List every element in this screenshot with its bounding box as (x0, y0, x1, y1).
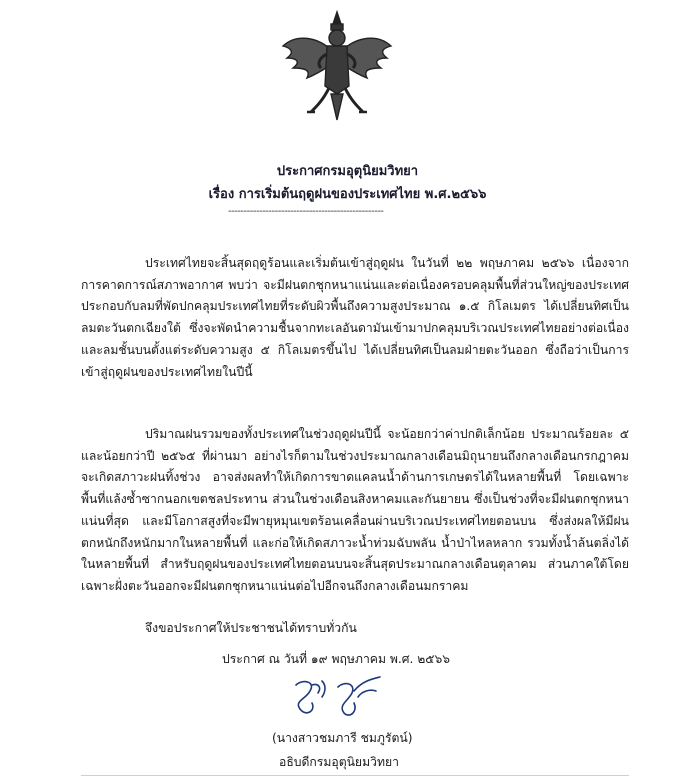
signer-position: อธิบดีกรมอุตุนิยมวิทยา (279, 755, 399, 769)
garuda-emblem-icon (277, 8, 397, 126)
bottom-divider (81, 775, 629, 776)
announcement-subject: เรื่อง การเริ่มต้นฤดูฝนของประเทศไทย พ.ศ.๒๕๖๖ (208, 187, 487, 202)
closing-statement: จึงขอประกาศให้ประชาชนได้ทราบทั่วกัน (145, 621, 357, 635)
body-paragraph-1: ประเทศไทยจะสิ้นสุดฤดูร้อนและเริ่มต้นเข้าสู่ฤดูฝน ในวันที่ ๒๒ พฤษภาคม ๒๕๖๖ เนื่องจากการคาดการณ์สภาพอากาศ พบว่า จะมีฝนตกชุกหนาแน่นและต่อเนื่องครอบคลุมพื้นที่ส่วนใหญ่ของประเทศ ประกอบกับลมที่พัดปกคลุมประเทศไทยที่ระดับผิวพื้นถึงความสูงประมาณ ๑.๕ กิโลเมตร ได้เปลี่ยนทิศเป็นลมตะวันตกเฉียงใต้ ซึ่งจะพัดนำความชื้นจากทะเลอันดามันเข้ามาปกคลุมบริเวณประเทศไทยอย่างต่อเนื่อง และลมชั้นบนตั้งแต่ระดับความสูง ๕ กิโลเมตรขึ้นไป ได้เปลี่ยนทิศเป็นลมฝ่ายตะวันออก ซึ่งถือว่าเป็นการเข้าสู่ฤดูฝนของประเทศไทยในปีนี้ (81, 256, 629, 379)
body-paragraph-2: ปริมาณฝนรวมของทั้งประเทศในช่วงฤดูฝนปีนี้ จะน้อยกว่าค่าปกติเล็กน้อย ประมาณร้อยละ ๕ และน้อยกว่าปี ๒๕๖๕ ที่ผ่านมา อย่างไรก็ตามในช่วงประมาณกลางเดือนมิถุนายนถึงกลางเดือนกรกฎาคม จะเกิดสภาวะฝนทิ้งช่วง อาจส่งผลทำให้เกิดการขาดแคลนน้ำด้านการเกษตรได้ในหลายพื้นที่ โดยเฉพาะพื้นที่แล้งซ้ำซากนอกเขตชลประทาน ส่วนในช่วงเดือนสิงหาคมและกันยายน ซึ่งเป็นช่วงที่จะมีฝนตกชุกหนาแน่นที่สุด และมีโอกาสสูงที่จะมีพายุหมุนเขตร้อนเคลื่อนผ่านบริเวณประเทศไทยตอนบน ซึ่งส่งผลให้มีฝนตกหนักถึงหนักมากในหลายพื้นที่ และก่อให้เกิดสภาวะน้ำท่วมฉับพลัน น้ำป่าไหลหลาก รวมทั้งน้ำล้นตลิ่งได้ในหลายพื้นที่ สำหรับฤดูฝนของประเทศไทยตอนบนจะสิ้นสุดประมาณกลางเดือนตุลาคม ส่วนภาคใต้โดยเฉพาะฝั่งตะวันออกจะมีฝนตกชุกหนาแน่นต่อไปอีกจนถึงกลางเดือนมกราคม (81, 427, 629, 593)
signer-name: (นางสาวชมภารี ชมภูรัตน์) (272, 731, 413, 745)
handwritten-signature-icon (282, 671, 390, 723)
announcement-date: ประกาศ ณ วันที่ ๑๙ พฤษภาคม พ.ศ. ๒๕๖๖ (222, 652, 450, 666)
announcement-heading: ประกาศกรมอุตุนิยมวิทยา (276, 164, 419, 179)
title-separator: -------------------------------------------------- (228, 206, 384, 217)
